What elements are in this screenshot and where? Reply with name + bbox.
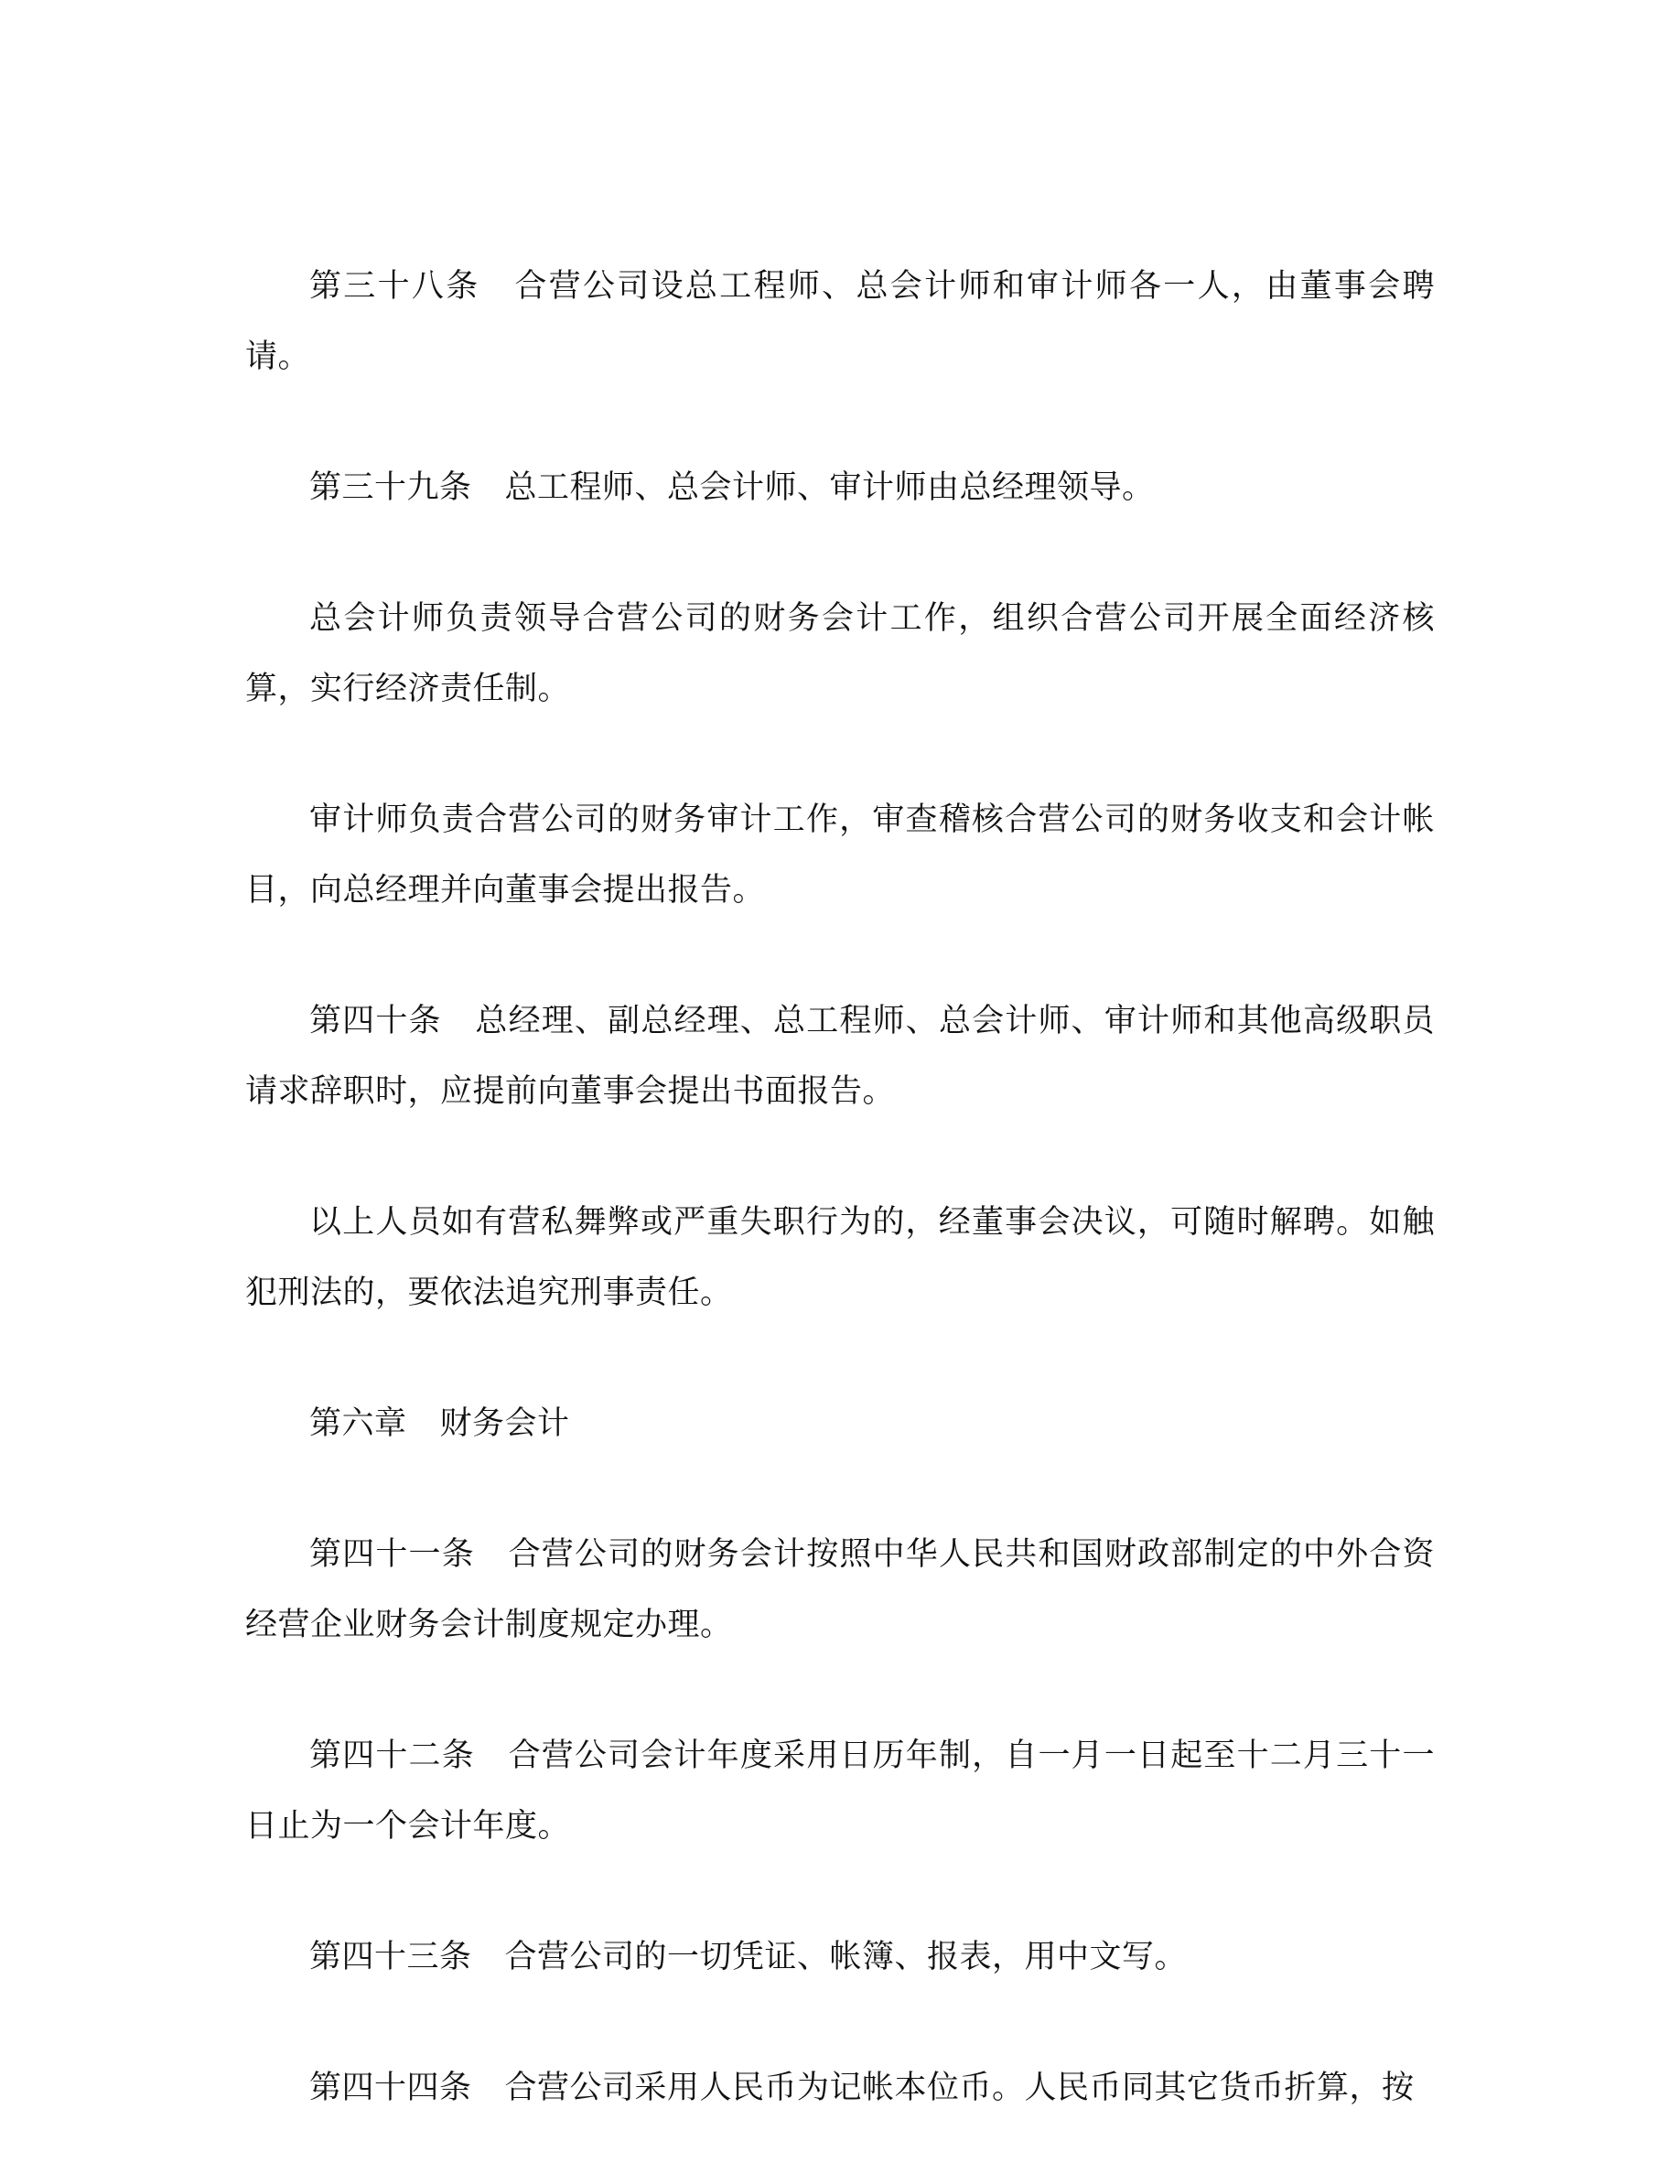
article-38: [245, 252, 1435, 393]
article-text: 合营公司采用人民币为记帐本位币。人民币同其它货币折算，按: [504, 2070, 1415, 2106]
article-text: 合营公司的一切凭证、帐簿、报表，用中文写。: [504, 1939, 1188, 1975]
chapter-6-heading: [245, 1389, 1435, 1459]
article-heading: 第四十二条: [309, 1738, 475, 1774]
article-heading: 第四十一条: [309, 1536, 475, 1573]
document-body: [245, 252, 1435, 2184]
article-text: 总经理、副总经理、总工程师、总会计师、审计师和其他高级职员请求辞职时，应提前向董事会提出书面报告。: [245, 1003, 1435, 1110]
chapter-title: 财务会计: [439, 1405, 570, 1442]
article-text: 合营公司的财务会计按照中华人民共和国财政部制定的中外合资经营企业财务会计制度规定办理。: [245, 1536, 1435, 1643]
article-43: [245, 1922, 1435, 1993]
article-41: [245, 1520, 1435, 1661]
article-text: 合营公司设总工程师、总会计师和审计师各一人，由董事会聘请。: [245, 268, 1435, 375]
article-44: [245, 2053, 1435, 2124]
paragraph-text: 审计师负责合营公司的财务审计工作，审查稽核合营公司的财务收支和会计帐目，向总经理并向董事会提出报告。: [245, 802, 1435, 909]
paragraph-auditor: [245, 785, 1435, 926]
paragraph-text: 总会计师负责领导合营公司的财务会计工作，组织合营公司开展全面经济核算，实行经济责任制。: [245, 600, 1435, 707]
article-text: 总工程师、总会计师、审计师由总经理领导。: [504, 469, 1155, 506]
article-heading: 第三十八条: [309, 268, 480, 305]
article-text: 合营公司会计年度采用日历年制，自一月一日起至十二月三十一日止为一个会计年度。: [245, 1738, 1435, 1845]
paragraph-dismissal: [245, 1188, 1435, 1329]
chapter-number: 第六章: [309, 1405, 407, 1442]
article-heading: 第三十九条: [309, 469, 472, 506]
article-heading: 第四十条: [309, 1003, 442, 1039]
article-42: [245, 1721, 1435, 1862]
paragraph-chief-accountant: [245, 584, 1435, 725]
article-39: [245, 453, 1435, 523]
article-heading: 第四十三条: [309, 1939, 472, 1975]
article-40: [245, 986, 1435, 1127]
paragraph-text: 以上人员如有营私舞弊或严重失职行为的，经董事会决议，可随时解聘。如触犯刑法的，要依法追究刑事责任。: [245, 1204, 1435, 1311]
article-heading: 第四十四条: [309, 2070, 472, 2106]
